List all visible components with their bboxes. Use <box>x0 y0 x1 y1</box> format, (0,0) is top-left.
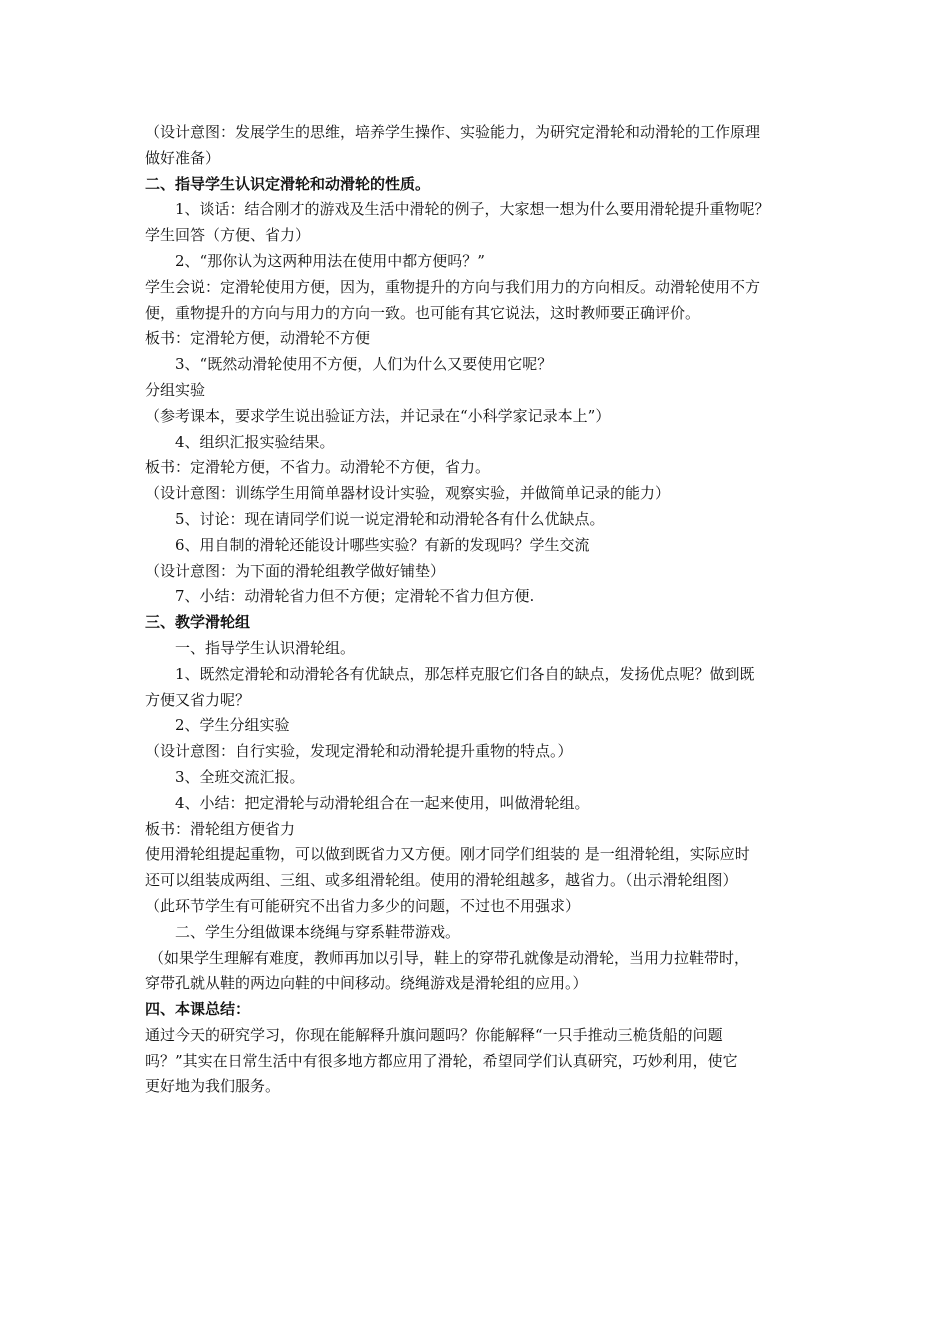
text-line: 2、“那你认为这两种用法在使用中都方便吗？” <box>175 251 485 270</box>
text-line: 更好地为我们服务。 <box>145 1077 281 1096</box>
text-line: 1、谈话：结合刚才的游戏及生活中滑轮的例子，大家想一想为什么要用滑轮提升重物呢？ <box>175 200 770 219</box>
text-line: （设计意图：为下面的滑轮组教学做好铺垫） <box>145 561 446 580</box>
text-line: 学生回答（方便、省力） <box>145 226 311 245</box>
text-line: 学生会说：定滑轮使用方便，因为，重物提升的方向与我们用力的方向相反。动滑轮使用不方 <box>145 277 761 296</box>
text-line: 板书：定滑轮方便，动滑轮不方便 <box>145 329 371 348</box>
text-line: 做好准备） <box>145 148 221 167</box>
document-body <box>145 120 815 1100</box>
text-line: 3、“既然动滑轮使用不方便，人们为什么又要使用它呢？ <box>175 355 553 374</box>
text-line: 4、组织汇报实验结果。 <box>175 432 335 451</box>
text-line: （设计意图：自行实验，发现定滑轮和动滑轮提升重物的特点。） <box>145 742 573 761</box>
text-line: 板书：滑轮组方便省力 <box>145 819 296 838</box>
text-line: 1、既然定滑轮和动滑轮各有优缺点，那怎样克服它们各自的缺点，发扬优点呢？做到既 <box>175 664 755 683</box>
text-line: （设计意图：发展学生的思维，培养学生操作、实验能力，为研究定滑轮和动滑轮的工作原理 <box>145 123 761 141</box>
text-line: 吗？”其实在日常生活中有很多地方都应用了滑轮，希望同学们认真研究，巧妙利用，使它 <box>145 1051 738 1070</box>
text-line: 7、小结：动滑轮省力但不方便；定滑轮不省力但方便. <box>175 587 535 606</box>
section-heading: 四、本课总结： <box>145 1000 251 1019</box>
section-heading: 三、教学滑轮组 <box>145 613 251 632</box>
text-line: 穿带孔就从鞋的两边向鞋的中间移动。绕绳游戏是滑轮组的应用。） <box>145 974 588 993</box>
text-line: 5、讨论：现在请同学们说一说定滑轮和动滑轮各有什么优缺点。 <box>175 509 605 528</box>
text-line: （如果学生理解有难度，教师再加以引导，鞋上的穿带孔就像是动滑轮，当用力拉鞋带时， <box>149 948 750 967</box>
text-line: （参考课本，要求学生说出验证方法，并记录在“小科学家记录本上”） <box>145 406 611 425</box>
text-line: 板书：定滑轮方便，不省力。动滑轮不方便，省力。 <box>145 458 491 477</box>
text-line: （设计意图：训练学生用简单器材设计实验，观察实验，并做简单记录的能力） <box>145 484 671 503</box>
text-line: 一、指导学生认识滑轮组。 <box>175 638 356 657</box>
text-line: 2、学生分组实验 <box>175 716 290 735</box>
text-line: 方便又省力呢？ <box>145 690 251 709</box>
text-line: 二、学生分组做课本绕绳与穿系鞋带游戏。 <box>175 922 461 941</box>
text-line: 3、全班交流汇报。 <box>175 767 305 786</box>
text-line: 通过今天的研究学习，你现在能解释升旗问题吗？你能解释“一只手推动三桅货船的问题 <box>145 1025 723 1044</box>
text-line: （此环节学生有可能研究不出省力多少的问题，不过也不用强求） <box>145 896 581 915</box>
text-line: 4、小结：把定滑轮与动滑轮组合在一起来使用，叫做滑轮组。 <box>175 793 590 812</box>
text-line: 还可以组装成两组、三组、或多组滑轮组。使用的滑轮组越多，越省力。（出示滑轮组图） <box>145 871 738 890</box>
text-line: 分组实验 <box>145 380 206 399</box>
text-line: 便，重物提升的方向与用力的方向一致。也可能有其它说法，这时教师要正确评价。 <box>145 303 701 322</box>
section-heading: 二、指导学生认识定滑轮和动滑轮的性质。 <box>145 174 431 193</box>
text-line: 6、用自制的滑轮还能设计哪些实验？有新的发现吗？学生交流 <box>175 535 590 554</box>
text-line: 使用滑轮组提起重物，可以做到既省力又方便。刚才同学们组装的 是一组滑轮组，实际应时 <box>145 845 750 864</box>
